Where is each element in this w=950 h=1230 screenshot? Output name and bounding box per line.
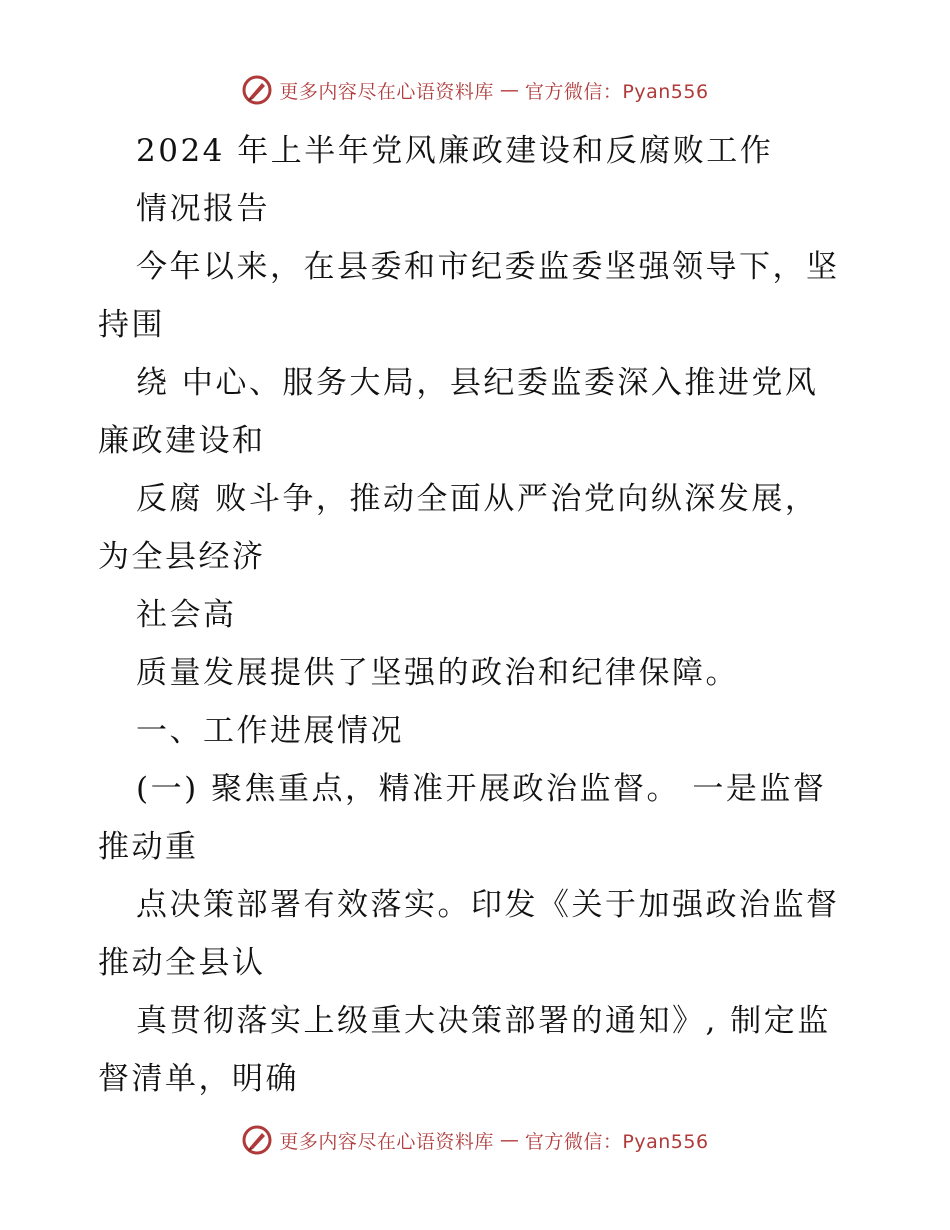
doc-line: 督清单，明确 xyxy=(98,1061,299,1097)
doc-line: 点决策部署有效落实。印发《关于加强政治监督 xyxy=(136,887,840,923)
doc-line: 社会高 xyxy=(136,597,237,633)
watermark-contact: 官方微信：Pyan556 xyxy=(524,80,709,103)
document-body xyxy=(98,122,858,1108)
doc-line: 推动全县认 xyxy=(98,945,266,981)
doc-line: 廉政建设和 xyxy=(98,423,266,459)
watermark-contact: 官方微信：Pyan556 xyxy=(524,1130,709,1153)
watermark-text: 更多内容尽在心语资料库 xyxy=(279,1130,494,1153)
doc-line: 绕 中心、服务大局，县纪委监委深入推进党风 xyxy=(136,365,819,401)
doc-line: 真贯彻落实上级重大决策部署的通知》, 制定监 xyxy=(136,1003,831,1039)
pen-logo-icon xyxy=(241,1124,273,1156)
doc-line: 推动重 xyxy=(98,829,199,865)
watermark-text: 更多内容尽在心语资料库 xyxy=(279,80,494,103)
doc-line: 今年以来，在县委和市纪委监委坚强领导下，坚 xyxy=(136,249,840,285)
pen-logo-icon xyxy=(241,74,273,106)
section-heading: 一、工作进展情况 xyxy=(136,713,404,749)
footer-watermark xyxy=(0,1120,950,1160)
doc-line: 反腐 败斗争，推动全面从严治党向纵深发展， xyxy=(136,481,819,517)
doc-line: 情况报告 xyxy=(136,191,270,227)
watermark-separator: — xyxy=(499,79,519,101)
header-watermark xyxy=(0,70,950,110)
watermark-separator: — xyxy=(499,1129,519,1151)
doc-line: 2024 年上半年党风廉政建设和反腐败工作 xyxy=(136,133,774,169)
doc-line: 持围 xyxy=(98,307,165,343)
doc-line: 为全县经济 xyxy=(98,539,266,575)
doc-line: 质量发展提供了坚强的政治和纪律保障。 xyxy=(136,655,739,691)
doc-line: (一) 聚焦重点，精准开展政治监督。 一是监督 xyxy=(136,771,827,807)
